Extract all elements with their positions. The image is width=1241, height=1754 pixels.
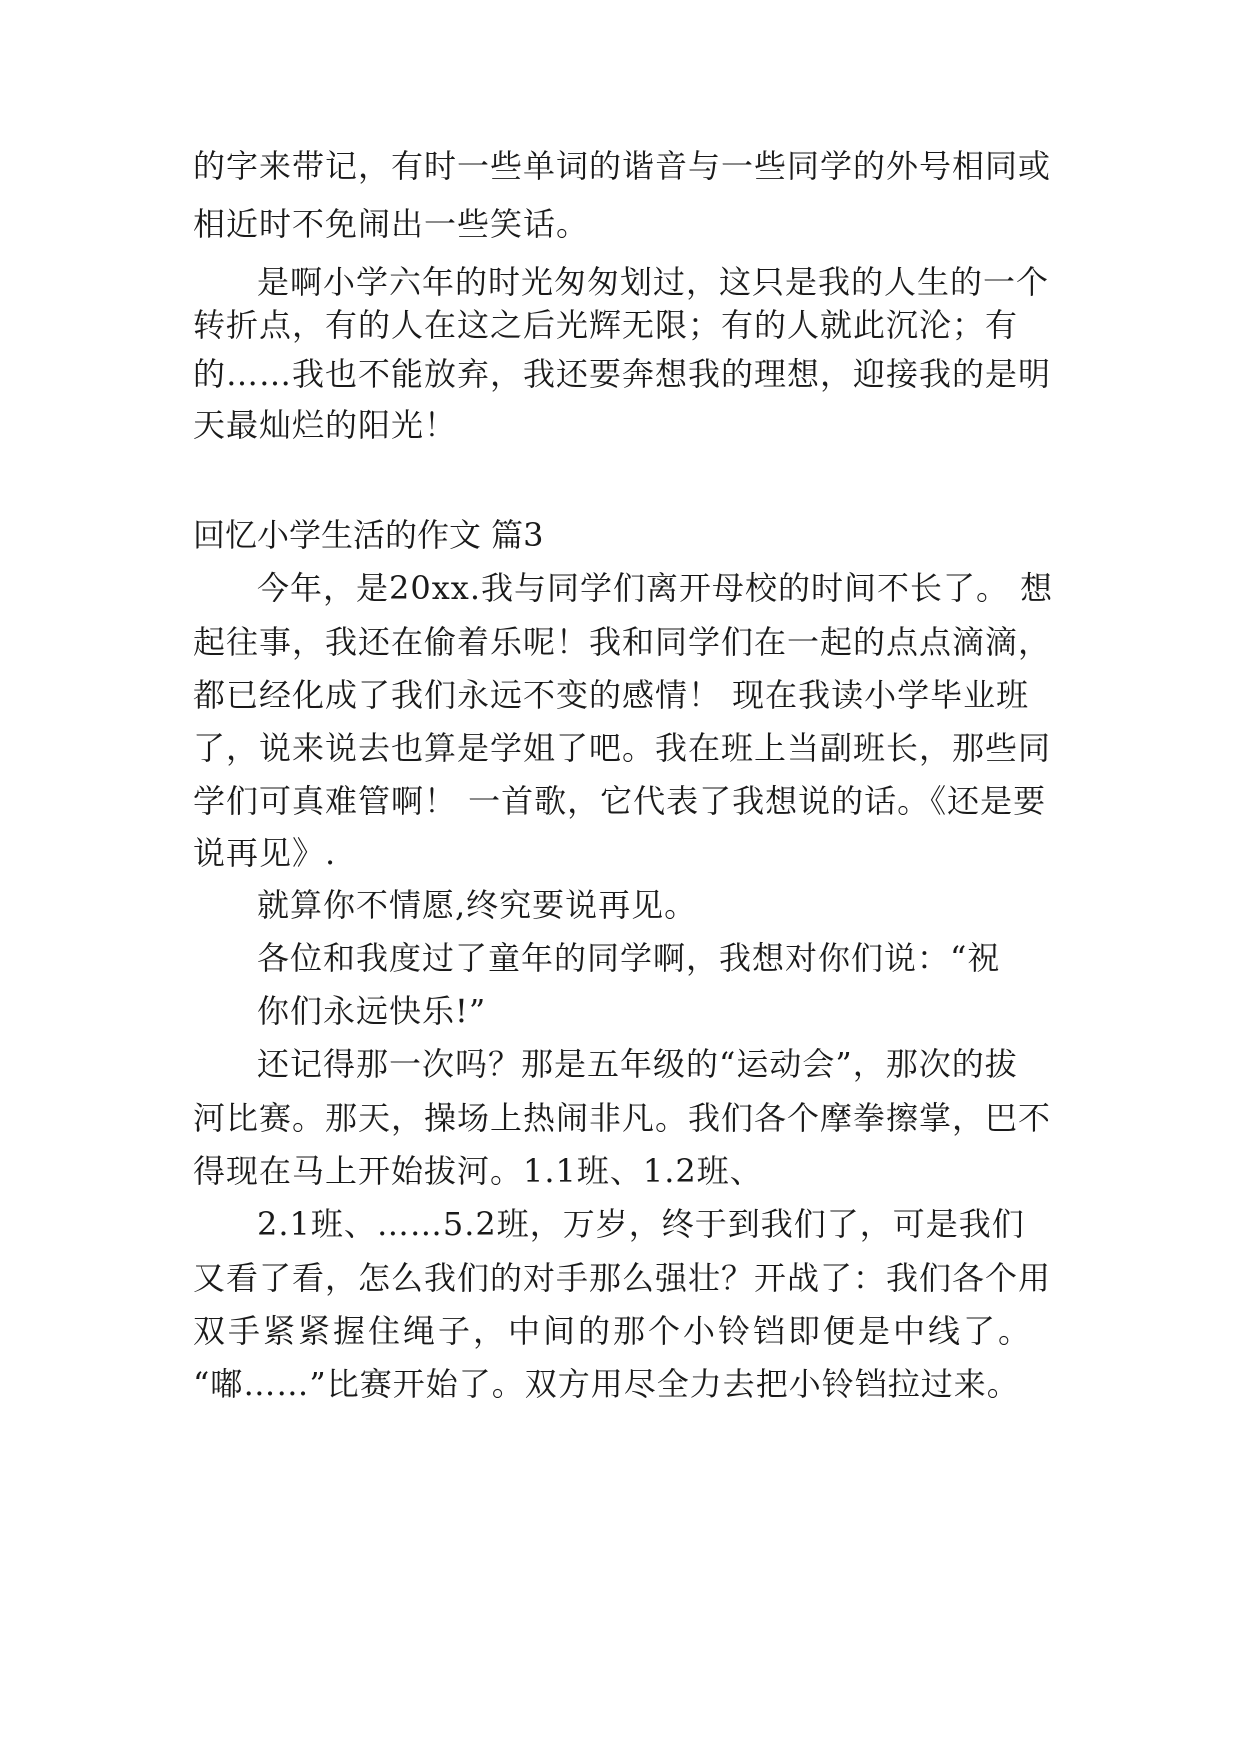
text-line: 的……我也不能放弃，我还要奔想我的理想，迎接我的是明 (193, 355, 1052, 393)
paragraph-first-line: 今年，是20xx.我与同学们离开母校的时间不长了。 想 (257, 569, 1054, 607)
text-line: 你们永远快乐!” (257, 992, 487, 1030)
text-line: 说再见》. (193, 834, 337, 872)
text-line: 河比赛。那天，操场上热闹非凡。我们各个摩拳擦掌，巴不 (193, 1099, 1052, 1137)
text-line: 都已经化成了我们永远不变的感情！ 现在我读小学毕业班 (193, 676, 1030, 714)
paragraph-first-line: 是啊小学六年的时光匆匆划过，这只是我的人生的一个 (257, 263, 1050, 301)
paragraph-first-line: 就算你不情愿,终究要说再见。 (257, 886, 698, 924)
text-line: 的字来带记，有时一些单词的谐音与一些同学的外号相同或 (193, 147, 1052, 185)
paragraph-first-line: 各位和我度过了童年的同学啊，我想对你们说：“祝 (257, 939, 1001, 977)
section-heading: 回忆小学生活的作文 篇3 (193, 516, 544, 554)
text-line: 天最灿烂的阳光！ (193, 406, 458, 444)
text-line: 了，说来说去也算是学姐了吧。我在班上当副班长，那些同 (193, 729, 1052, 767)
text-line: 又看了看，怎么我们的对手那么强壮？开战了：我们各个用 (193, 1259, 1052, 1297)
text-line: 转折点，有的人在这之后光辉无限；有的人就此沉沦；有 (193, 306, 1019, 344)
text-line: 学们可真难管啊！ 一首歌，它代表了我想说的话。《还是要 (193, 782, 1047, 820)
text-line: 相近时不免闹出一些笑话。 (193, 205, 590, 243)
text-line: “嘟……”比赛开始了。双方用尽全力去把小铃铛拉过来。 (193, 1365, 1020, 1403)
text-line: 得现在马上开始拔河。1.1班、1.2班、 (193, 1152, 763, 1190)
text-line: 双手紧紧握住绳子，中间的那个小铃铛即便是中线了。 (193, 1312, 1034, 1350)
text-line: 起往事，我还在偷着乐呢！我和同学们在一起的点点滴滴， (193, 623, 1052, 661)
paragraph-first-line: 还记得那一次吗？那是五年级的“运动会”，那次的拔 (257, 1045, 1018, 1083)
paragraph-first-line: 2.1班、……5.2班，万岁，终于到我们了，可是我们 (257, 1205, 1025, 1243)
